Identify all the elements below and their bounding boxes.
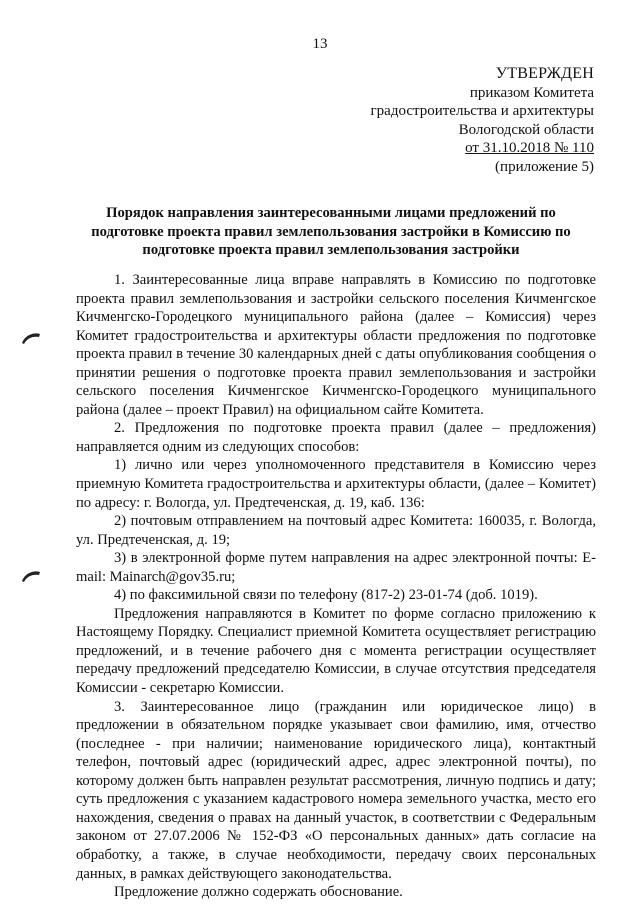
approval-committee-line: градостроительства и архитектуры bbox=[370, 103, 594, 119]
approval-heading: УТВЕРЖДЕН bbox=[495, 65, 594, 82]
paragraph-justification: Предложение должно содержать обоснование. bbox=[114, 884, 403, 901]
paragraph-method-1: 1) лично или через уполномоченного представителя в Комиссию через приемную Комитета градостроительства и архитектуры области, (далее – Комитет) по адресу: г. Вологда, ул. Предтеченская, д. 19, каб. 136: bbox=[76, 457, 596, 511]
approval-order-line: приказом Комитета bbox=[469, 84, 594, 101]
approval-date: от 31.10.2018 № 110 bbox=[465, 140, 594, 156]
approval-region-line: Вологодской области bbox=[458, 121, 594, 138]
paragraph-method-3: 3) в электронной форме путем направления на адрес электронной почты: E-mail: Mainarch@gov35.ru; bbox=[76, 550, 596, 585]
punch-hole-mark-bottom bbox=[20, 569, 42, 583]
approval-block bbox=[371, 65, 594, 176]
paragraph-2: 2. Предложения по подготовке проекта правил (далее – предложения) направляется одним из следующих способов: bbox=[76, 420, 596, 455]
paragraph-method-4: 4) по факсимильной связи по телефону (817-2) 23-01-74 (доб. 1019). bbox=[114, 587, 538, 604]
paragraph-registration: Предложения направляются в Комитет по форме согласно приложению к Настоящему Порядку. Специалист приемной Комитета осуществляет регистрацию предложений, и в течение рабочего дня с момента регистрации осуществляет передачу предложений председателю Комиссии, в случае отсутствия председателя Комиссии - секретарю Комиссии. bbox=[76, 605, 596, 697]
page-number: 13 bbox=[312, 36, 328, 52]
document-title: Порядок направления заинтересованными лицами предложений по подготовке проекта правил землепользования застройки в Комиссию по подготовке проекта правил землепользования застройки bbox=[91, 205, 571, 258]
paragraph-1: 1. Заинтересованные лица вправе направлять в Комиссию по подготовке проекта правил землепользования и застройки сельского поселения Кичменгское Кичменгско-Городецкого муниципального района (далее – Комиссия) через Комитет градостроительства и архитектуры области предложения по подготовке проекта правил в течение 30 календарных дней с даты опубликования сообщения о принятии решения о подготовке проекта правил землепользования и застройки сельского поселения Кичменгское Кичменгско-Городецкого муниципального района (далее – проект Правил) на официальном сайте Комитета. bbox=[76, 272, 596, 418]
paragraph-3: 3. Заинтересованное лицо (гражданин или юридическое лицо) в предложении в обязательном порядке указывает свои фамилию, имя, отчество (последнее - при наличии; наименование юридического лица), контактный телефон, почтовый адрес (юридический адрес, адрес электронной почты), по которому должен быть направлен результат рассмотрения, личную подпись и дату; суть предложения с указанием кадастрового номера земельного участка, место его нахождения, сведения о правах на данный участок, в соответствии с Федеральным законом от 27.07.2006 № 152-ФЗ «О персональных данных» дать согласие на обработку, а также, в случае необходимости, передачу своих персональных данных, в рамках действующего законодательства. bbox=[76, 698, 596, 882]
paragraph-method-2: 2) почтовым отправлением на почтовый адрес Комитета: 160035, г. Вологда, ул. Предтеченская, д. 19; bbox=[76, 513, 596, 548]
punch-hole-mark-top bbox=[20, 331, 42, 345]
approval-appendix: (приложение 5) bbox=[495, 158, 594, 175]
document-body bbox=[76, 271, 596, 902]
